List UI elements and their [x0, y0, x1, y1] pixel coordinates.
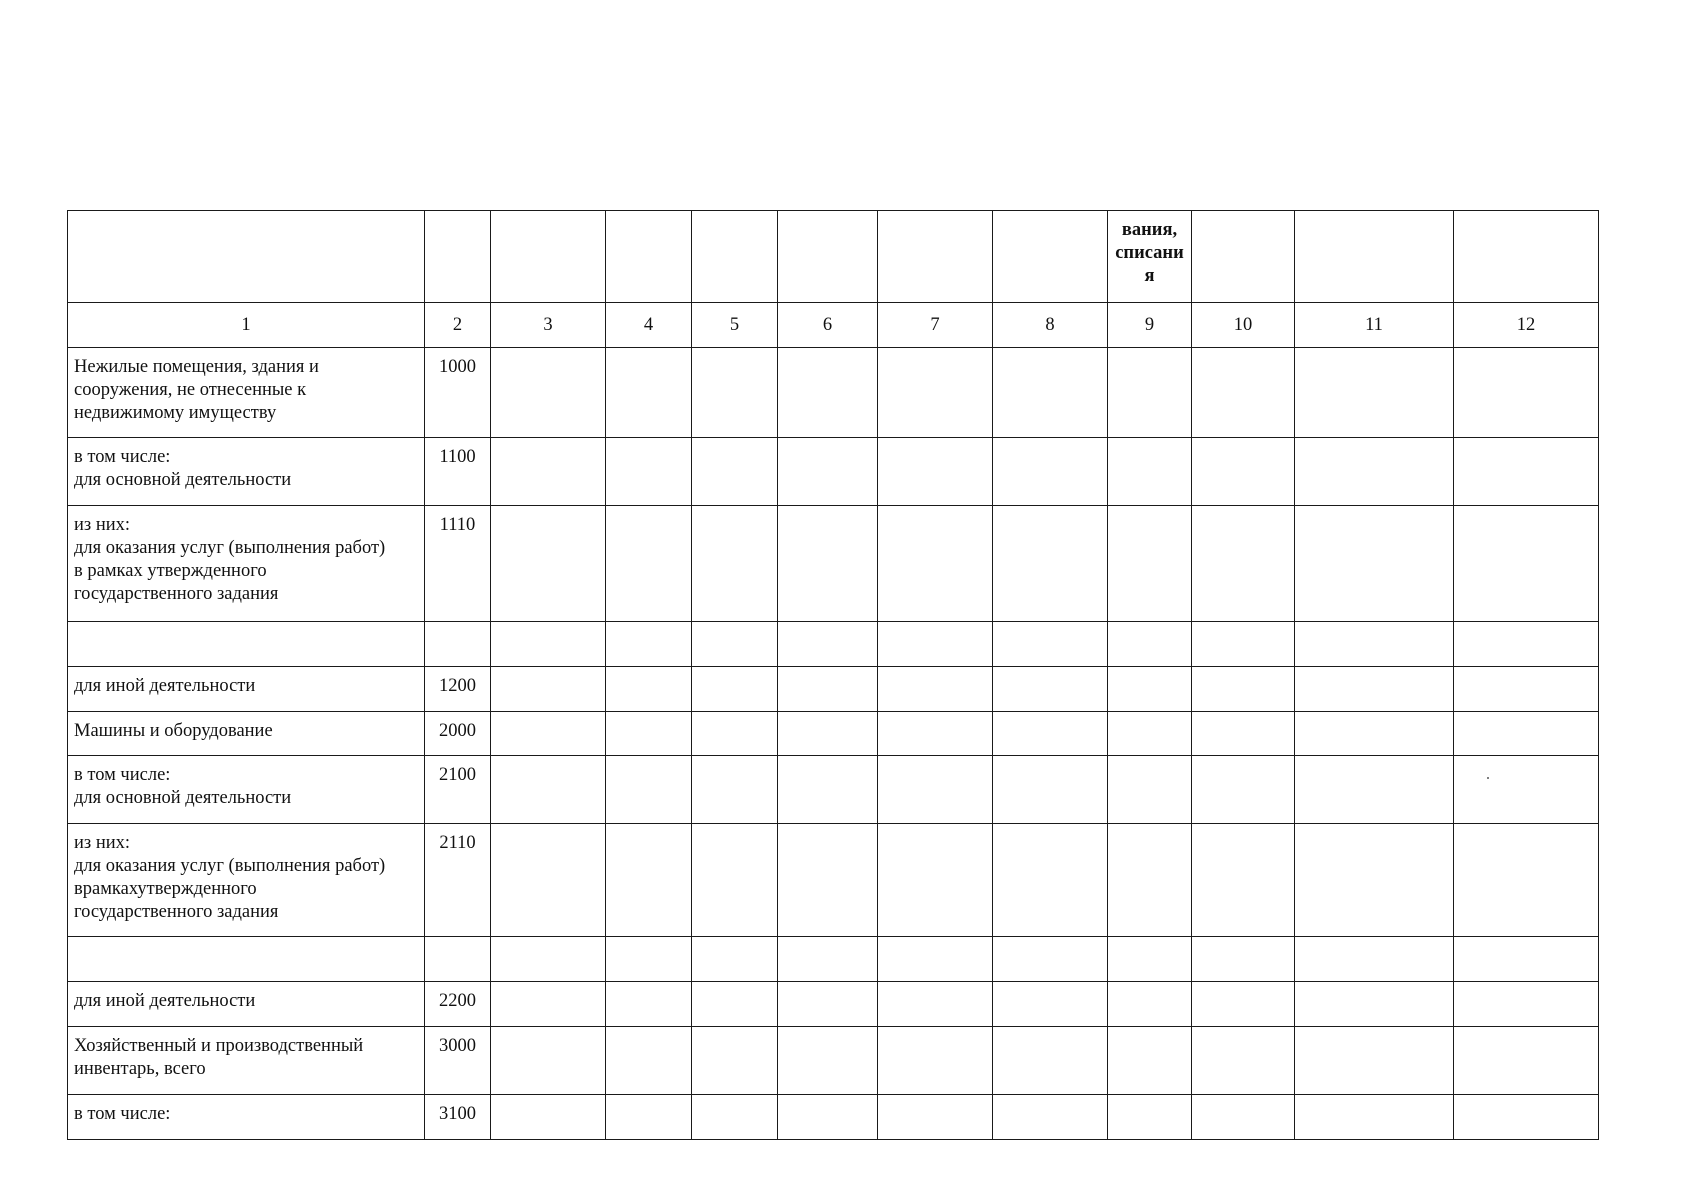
value-cell	[1192, 824, 1295, 937]
value-cell	[1454, 937, 1599, 982]
value-cell	[1192, 712, 1295, 756]
value-cell	[993, 667, 1108, 712]
assets-table	[67, 210, 1599, 1140]
value-cell	[993, 712, 1108, 756]
value-cell	[692, 438, 778, 506]
value-cell	[1454, 824, 1599, 937]
value-cell	[778, 622, 878, 667]
row-name-cell	[68, 1027, 425, 1095]
row-name-line: сооружения, не отнесенные к	[74, 380, 307, 400]
row-name-line: в том числе:	[74, 765, 171, 785]
value-cell	[606, 937, 692, 982]
value-cell	[878, 1027, 993, 1095]
value-cell	[692, 824, 778, 937]
header-col9-line: я	[1144, 266, 1155, 286]
row-name-line: государственного задания	[74, 902, 279, 922]
row-name-line	[74, 878, 419, 901]
value-cell	[1108, 348, 1192, 438]
value-cell	[1454, 667, 1599, 712]
justified-word: утвержденного	[137, 879, 257, 899]
value-cell	[993, 506, 1108, 622]
row-name-line: Машины и оборудование	[74, 721, 273, 741]
header-cell	[778, 211, 878, 303]
table-row	[68, 622, 1599, 667]
header-cell	[68, 211, 425, 303]
column-number: 1	[68, 303, 425, 348]
value-cell	[692, 506, 778, 622]
value-cell	[778, 1027, 878, 1095]
table-row	[68, 756, 1599, 824]
value-cell	[606, 667, 692, 712]
value-cell	[778, 824, 878, 937]
table-row	[68, 506, 1599, 622]
value-cell	[491, 756, 606, 824]
value-cell	[1454, 438, 1599, 506]
value-cell	[1192, 506, 1295, 622]
value-cell	[993, 824, 1108, 937]
value-cell	[606, 622, 692, 667]
row-code-cell: 2110	[425, 824, 491, 937]
value-cell	[1192, 1095, 1295, 1140]
value-cell	[1108, 1027, 1192, 1095]
justified-word: рамках	[82, 879, 138, 899]
value-cell	[1295, 982, 1454, 1027]
header-cell-col9	[1108, 211, 1192, 303]
value-cell	[1108, 824, 1192, 937]
row-name-line: из них:	[74, 833, 131, 853]
value-cell	[692, 1095, 778, 1140]
row-name-line: из них:	[74, 515, 131, 535]
row-code-cell: 1200	[425, 667, 491, 712]
row-name-line: для основной деятельности	[74, 470, 292, 490]
scan-speck	[1487, 777, 1489, 779]
value-cell	[606, 348, 692, 438]
value-cell	[878, 937, 993, 982]
value-cell	[778, 348, 878, 438]
value-cell	[1295, 756, 1454, 824]
value-cell	[692, 667, 778, 712]
value-cell	[1295, 667, 1454, 712]
value-cell	[491, 937, 606, 982]
row-name-line: в том числе:	[74, 1104, 171, 1124]
value-cell	[1454, 1095, 1599, 1140]
header-col9-line: вания,	[1121, 220, 1178, 240]
value-cell	[1108, 937, 1192, 982]
column-number: 8	[993, 303, 1108, 348]
value-cell	[606, 1095, 692, 1140]
value-cell	[491, 622, 606, 667]
row-code-cell	[425, 937, 491, 982]
header-cell	[425, 211, 491, 303]
value-cell	[778, 712, 878, 756]
value-cell	[606, 1027, 692, 1095]
value-cell	[1108, 506, 1192, 622]
header-row	[68, 211, 1599, 303]
row-code-cell: 3000	[425, 1027, 491, 1095]
row-name-line: для иной деятельности	[74, 676, 256, 696]
value-cell	[878, 824, 993, 937]
row-name-line: государственного задания	[74, 584, 279, 604]
row-code-cell: 1000	[425, 348, 491, 438]
value-cell	[491, 1095, 606, 1140]
value-cell	[878, 506, 993, 622]
value-cell	[878, 438, 993, 506]
header-cell	[491, 211, 606, 303]
value-cell	[1295, 622, 1454, 667]
value-cell	[993, 1095, 1108, 1140]
value-cell	[606, 506, 692, 622]
value-cell	[1454, 506, 1599, 622]
value-cell	[491, 1027, 606, 1095]
value-cell	[878, 1095, 993, 1140]
value-cell	[606, 712, 692, 756]
row-code-cell	[425, 622, 491, 667]
row-name-cell	[68, 824, 425, 937]
value-cell	[1108, 667, 1192, 712]
value-cell	[491, 438, 606, 506]
header-cell	[993, 211, 1108, 303]
value-cell	[1454, 622, 1599, 667]
row-code-cell: 1100	[425, 438, 491, 506]
column-number: 6	[778, 303, 878, 348]
value-cell	[778, 667, 878, 712]
value-cell	[1192, 1027, 1295, 1095]
value-cell	[606, 756, 692, 824]
value-cell	[1192, 937, 1295, 982]
row-name-line: для основной деятельности	[74, 788, 292, 808]
value-cell	[878, 667, 993, 712]
value-cell	[1108, 622, 1192, 667]
justified-word: в	[74, 879, 83, 899]
value-cell	[491, 982, 606, 1027]
value-cell	[491, 667, 606, 712]
table-row	[68, 1095, 1599, 1140]
row-code-cell: 1110	[425, 506, 491, 622]
header-cell	[1295, 211, 1454, 303]
value-cell	[1295, 1095, 1454, 1140]
row-name-cell	[68, 622, 425, 667]
document-page	[67, 210, 1598, 1140]
column-number: 10	[1192, 303, 1295, 348]
value-cell	[993, 348, 1108, 438]
value-cell	[878, 348, 993, 438]
value-cell	[491, 348, 606, 438]
row-name-line: в том числе:	[74, 447, 171, 467]
value-cell	[778, 506, 878, 622]
value-cell	[606, 982, 692, 1027]
value-cell	[993, 982, 1108, 1027]
value-cell	[878, 982, 993, 1027]
value-cell	[1108, 982, 1192, 1027]
value-cell	[692, 348, 778, 438]
value-cell	[993, 937, 1108, 982]
value-cell	[993, 622, 1108, 667]
row-name-line: в рамках утвержденного	[74, 561, 267, 581]
row-name-cell	[68, 937, 425, 982]
value-cell	[1295, 1027, 1454, 1095]
value-cell	[1454, 348, 1599, 438]
value-cell	[1192, 348, 1295, 438]
value-cell	[692, 1027, 778, 1095]
value-cell	[993, 1027, 1108, 1095]
value-cell	[1454, 982, 1599, 1027]
column-number: 4	[606, 303, 692, 348]
header-cell	[692, 211, 778, 303]
table-row	[68, 667, 1599, 712]
row-name-line: недвижимому имуществу	[74, 403, 277, 423]
value-cell	[1192, 982, 1295, 1027]
table-row	[68, 824, 1599, 937]
row-code-cell: 2200	[425, 982, 491, 1027]
table-row	[68, 1027, 1599, 1095]
value-cell	[1454, 1027, 1599, 1095]
row-name-cell	[68, 438, 425, 506]
value-cell	[692, 756, 778, 824]
row-name-cell	[68, 712, 425, 756]
value-cell	[491, 506, 606, 622]
value-cell	[1454, 756, 1599, 824]
column-number: 2	[425, 303, 491, 348]
row-name-line: для оказания услуг (выполнения работ)	[74, 538, 386, 558]
value-cell	[1295, 824, 1454, 937]
value-cell	[606, 438, 692, 506]
value-cell	[778, 756, 878, 824]
value-cell	[993, 756, 1108, 824]
value-cell	[1454, 712, 1599, 756]
value-cell	[491, 824, 606, 937]
value-cell	[1295, 506, 1454, 622]
value-cell	[878, 712, 993, 756]
column-number: 12	[1454, 303, 1599, 348]
row-name-line: инвентарь, всего	[74, 1059, 206, 1079]
header-cell	[1454, 211, 1599, 303]
row-name-cell	[68, 1095, 425, 1140]
value-cell	[993, 438, 1108, 506]
value-cell	[778, 982, 878, 1027]
header-cell	[1192, 211, 1295, 303]
value-cell	[1295, 937, 1454, 982]
value-cell	[1108, 756, 1192, 824]
column-number: 7	[878, 303, 993, 348]
value-cell	[606, 824, 692, 937]
row-name-line: для иной деятельности	[74, 991, 256, 1011]
header-col9-line: списани	[1115, 243, 1184, 263]
value-cell	[692, 712, 778, 756]
value-cell	[778, 438, 878, 506]
row-name-cell	[68, 667, 425, 712]
value-cell	[1108, 438, 1192, 506]
value-cell	[491, 712, 606, 756]
column-number-row	[68, 303, 1599, 348]
column-number: 11	[1295, 303, 1454, 348]
row-name-cell	[68, 982, 425, 1027]
row-code-cell: 2000	[425, 712, 491, 756]
table-row	[68, 438, 1599, 506]
value-cell	[1192, 667, 1295, 712]
value-cell	[878, 622, 993, 667]
table-row	[68, 712, 1599, 756]
value-cell	[778, 937, 878, 982]
row-name-cell	[68, 756, 425, 824]
row-name-line: для оказания услуг (выполнения работ)	[74, 856, 386, 876]
value-cell	[1192, 438, 1295, 506]
column-number: 3	[491, 303, 606, 348]
row-name-line: Хозяйственный и производственный	[74, 1036, 364, 1056]
value-cell	[1295, 712, 1454, 756]
row-name-cell	[68, 506, 425, 622]
value-cell	[778, 1095, 878, 1140]
row-code-cell: 3100	[425, 1095, 491, 1140]
value-cell	[1295, 348, 1454, 438]
value-cell	[1192, 756, 1295, 824]
column-number: 5	[692, 303, 778, 348]
table-row	[68, 348, 1599, 438]
value-cell	[1295, 438, 1454, 506]
table-row	[68, 937, 1599, 982]
header-cell	[878, 211, 993, 303]
value-cell	[1192, 622, 1295, 667]
table-row	[68, 982, 1599, 1027]
value-cell	[878, 756, 993, 824]
value-cell	[692, 982, 778, 1027]
column-number: 9	[1108, 303, 1192, 348]
row-name-line: Нежилые помещения, здания и	[74, 357, 319, 377]
value-cell	[1108, 712, 1192, 756]
value-cell	[1108, 1095, 1192, 1140]
value-cell	[692, 937, 778, 982]
row-name-cell	[68, 348, 425, 438]
header-cell	[606, 211, 692, 303]
value-cell	[692, 622, 778, 667]
row-code-cell: 2100	[425, 756, 491, 824]
